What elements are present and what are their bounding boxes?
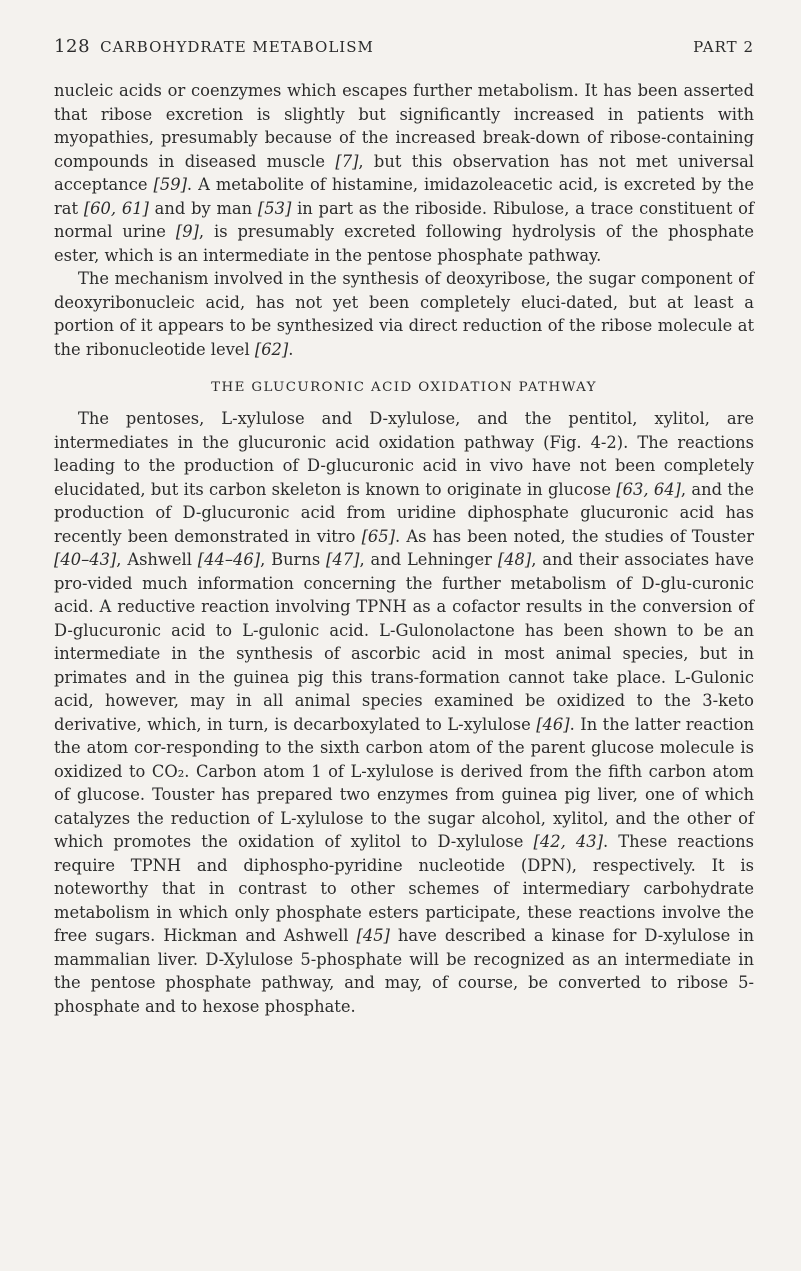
citation: [46] <box>536 714 570 734</box>
citation: [9] <box>175 222 199 241</box>
page-number: 128 <box>54 36 91 57</box>
citation: [7] <box>335 151 359 171</box>
citation: [60, 61] <box>83 198 149 218</box>
citation: [62] <box>254 339 289 359</box>
running-head <box>54 36 754 57</box>
citation: [47] <box>326 550 360 569</box>
paragraph-glucuronic-pathway: The pentoses, L-xylulose and D-xylulose, and the pentitol, xylitol, are intermediates in the glucuronic acid oxidation pathway (Fig. 4-2). The reactions leading to the production of D-glucuronic acid in vivo have not been completely elucidated, but its carbon skeleton is known to originate in glucose [63, 64], and the production of D-glucuronic acid from uridine diphosphate glucuronic acid has recently been demonstrated in vitro [65]. As has been noted, the studies of Touster [40–43], Ashwell [44–46], Burns [47], and Lehninger [48], and their associates have pro-vided much information concerning the further metabolism of D-glu-curonic acid. A reductive reaction involving TPNH as a cofactor results in the conversion of D-glucuronic acid to L-gulonic acid. L-Gulonolactone has been shown to be an intermediate in the synthesis of ascorbic acid in most animal species, but in primates and in the guinea pig this trans-formation cannot take place. L-Gulonic acid, however, may in all animal species examined be oxidized to the 3-keto derivative, which, in turn, is decarboxylated to L-xylulose [46]. In the latter reaction the atom cor-responding to the sixth carbon atom of the parent glucose molecule is oxidized to CO₂. Carbon atom 1 of L-xylulose is derived from the fifth carbon atom of glucose. Touster has prepared two enzymes from guinea pig liver, one of which catalyzes the reduction of L-xylulose to the sugar alcohol, xylitol, and the other of which promotes the oxidation of xylitol to D-xylulose [42, 43]. These reactions require TPNH and diphospho-pyridine nucleotide (DPN), respectively. It is noteworthy that in contrast to other schemes of intermediary carbohydrate metabolism in which only phosphate esters participate, these reactions involve the free sugars. Hickman and Ashwell [45] have described a kinase for D-xylulose in mammalian liver. D-Xylulose 5-phosphate will be recognized as an intermediate in the pentose phosphate pathway, and may, of course, be converted to ribose 5-phosphate and to hexose phosphate. <box>54 409 755 1016</box>
paragraph-ribose-excretion: nucleic acids or coenzymes which escapes further metabolism. It has been asserted that ribose excretion is slightly but significantly increased in patients with myopathies, presumably because of the increased break-down of ribose-containing compounds in diseased muscle [7], but this observation has not met universal acceptance [59]. A metabolite of histamine, imidazoleacetic acid, is excreted by the rat [60, 61] and by man [53] in part as the riboside. Ribulose, a trace constituent of normal urine [9], is presumably excreted following hydrolysis of the phosphate ester, which is an intermediate in the pentose phosphate pathway. <box>54 81 755 265</box>
citation: [44–46] <box>197 550 261 569</box>
paragraph-deoxyribose: The mechanism involved in the synthesis of deoxyribose, the sugar component of deoxyribonucleic acid, has not yet been completely eluci-dated, but at least a portion of it appears to be synthesized via direct reduction of the ribose molecule at the ribonucleotide level [62]. <box>54 269 754 359</box>
citation: [53] <box>257 198 292 218</box>
running-title: CARBOHYDRATE METABOLISM <box>100 38 374 56</box>
citation: [42, 43] <box>533 832 603 851</box>
section-heading: THE GLUCURONIC ACID OXIDATION PATHWAY <box>211 380 597 395</box>
citation: [59] <box>153 175 187 194</box>
book-page <box>54 36 754 1018</box>
citation: [65] <box>361 526 395 546</box>
citation: [45] <box>356 926 390 945</box>
citation: [40–43] <box>54 550 117 569</box>
citation: [48] <box>497 550 532 569</box>
citation: [63, 64] <box>616 479 681 499</box>
part-label: PART 2 <box>693 38 754 56</box>
